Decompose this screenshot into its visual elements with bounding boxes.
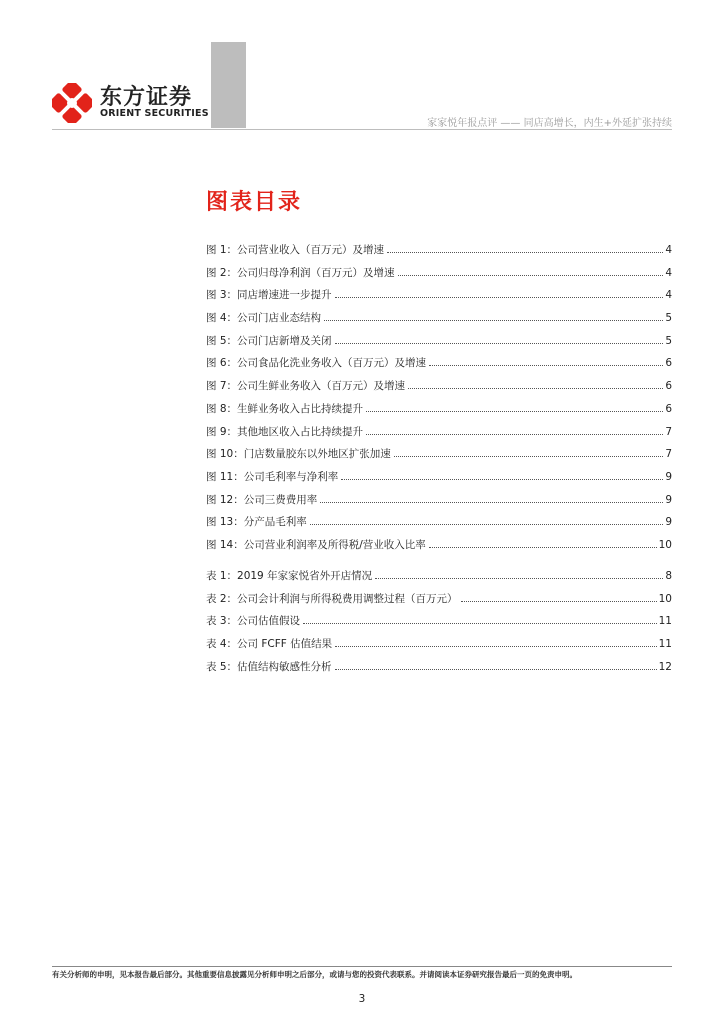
toc-entry-label: 图 14：公司营业利润率及所得税/营业收入比率 [206, 538, 426, 551]
toc-entry-page: 5 [665, 334, 672, 347]
dot-leader [366, 433, 663, 435]
toc-entry-label: 图 6：公司食品化洗业务收入（百万元）及增速 [206, 357, 427, 370]
toc-entry-figure-8[interactable] [206, 401, 672, 424]
toc-entry-figure-13[interactable] [206, 514, 672, 537]
toc-entry-table-3[interactable] [206, 613, 672, 636]
table-list [206, 568, 672, 681]
dot-leader [387, 251, 663, 253]
toc-entry-label: 表 1：2019 年家家悦省外开店情况 [206, 570, 373, 582]
toc-entry-label: 图 11：公司毛利率与净利率 [206, 470, 339, 483]
toc-entry-figure-5[interactable] [206, 333, 672, 356]
toc-entry-page: 7 [665, 448, 672, 461]
toc-entry-label: 表 2：公司会计利润与所得税费用调整过程（百万元） [206, 592, 458, 605]
toc-entry-page: 5 [665, 312, 672, 325]
toc-entry-label: 表 4：公司 FCFF 估值结果 [206, 638, 333, 651]
toc-entry-figure-1[interactable] [206, 242, 672, 265]
toc-entry-figure-7[interactable] [206, 378, 672, 401]
dot-leader [341, 478, 663, 480]
toc-title: 图表目录 [206, 190, 303, 215]
toc-entry-label: 图 2：公司归母净利润（百万元）及增速 [206, 266, 395, 279]
toc-entry-page: 6 [665, 380, 672, 393]
toc-entry-label: 图 7：公司生鲜业务收入（百万元）及增速 [206, 380, 406, 393]
toc-entry-label: 图 3：同店增速进一步提升 [206, 289, 332, 302]
dot-leader [429, 364, 663, 366]
dot-leader [366, 410, 663, 412]
toc-entry-page: 6 [665, 402, 672, 415]
toc-entry-label: 图 9：其他地区收入占比持续提升 [206, 425, 364, 438]
dot-leader [394, 455, 664, 457]
dot-leader [461, 600, 657, 602]
toc-entry-label: 图 13：分产品毛利率 [206, 516, 307, 529]
toc-entry-table-4[interactable] [206, 636, 672, 659]
toc-entry-page: 9 [665, 493, 672, 506]
toc-entry-figure-3[interactable] [206, 287, 672, 310]
toc-entry-figure-4[interactable] [206, 310, 672, 333]
header-decoration-block [211, 42, 246, 128]
dot-leader [398, 274, 664, 276]
toc-entry-label: 图 12：公司三费费用率 [206, 493, 318, 506]
toc-entry-page: 7 [665, 425, 672, 438]
toc-entry-figure-6[interactable] [206, 355, 672, 378]
dot-leader [320, 501, 663, 503]
toc-entry-figure-2[interactable] [206, 265, 672, 288]
toc-entry-figure-9[interactable] [206, 424, 672, 447]
company-name-en: ORIENT SECURITIES [100, 108, 209, 119]
footer-disclaimer: 有关分析师的申明，见本报告最后部分。其他重要信息披露见分析师申明之后部分，或请与您的投资代表联系。并请阅读本证券研究报告最后一页的免责申明。 [52, 970, 577, 979]
toc-entry-page: 8 [665, 570, 672, 582]
toc-entry-page: 4 [665, 244, 672, 256]
page-number: 3 [358, 993, 366, 1005]
toc-entry-page: 10 [658, 538, 672, 551]
toc-entry-table-2[interactable] [206, 591, 672, 614]
toc-entry-label: 表 3：公司估值假设 [206, 615, 301, 628]
company-name-cn: 东方证券 [100, 85, 193, 110]
toc-entry-page: 4 [665, 266, 672, 279]
toc-entry-label: 图 4：公司门店业态结构 [206, 312, 322, 325]
toc-entry-table-5[interactable] [206, 659, 672, 682]
dot-leader [429, 546, 657, 548]
toc-entry-figure-12[interactable] [206, 492, 672, 515]
header-divider [52, 129, 672, 130]
toc-entry-page: 4 [665, 289, 672, 302]
toc-entry-label: 图 10：门店数量胶东以外地区扩张加速 [206, 448, 391, 461]
toc-entry-label: 表 5：估值结构敏感性分析 [206, 660, 332, 673]
dot-leader [335, 342, 664, 344]
dot-leader [375, 577, 663, 579]
toc-entry-page: 12 [658, 660, 672, 673]
dot-leader [335, 296, 664, 298]
dot-leader [303, 622, 657, 624]
toc-entry-page: 9 [665, 516, 672, 529]
orient-securities-logo-icon [52, 83, 92, 123]
toc-entry-table-1[interactable] [206, 568, 672, 591]
figure-list [206, 242, 672, 560]
toc-entry-page: 9 [665, 470, 672, 483]
toc-entry-figure-10[interactable] [206, 446, 672, 469]
toc-entry-label: 图 1：公司营业收入（百万元）及增速 [206, 244, 385, 256]
dot-leader [335, 668, 657, 670]
dot-leader [408, 387, 663, 389]
dot-leader [324, 319, 663, 321]
toc-entry-label: 图 5：公司门店新增及关闭 [206, 334, 332, 347]
dot-leader [335, 645, 656, 647]
toc-entry-page: 6 [665, 357, 672, 370]
footer-divider [52, 966, 672, 967]
toc-entry-page: 10 [658, 592, 672, 605]
toc-entry-page: 11 [658, 615, 672, 628]
toc-entry-label: 图 8：生鲜业务收入占比持续提升 [206, 402, 364, 415]
dot-leader [310, 523, 664, 525]
toc-entry-figure-11[interactable] [206, 469, 672, 492]
toc-entry-figure-14[interactable] [206, 537, 672, 560]
report-header-title: 家家悦年报点评 —— 同店高增长，内生+外延扩张持续 [427, 118, 672, 129]
toc-entry-page: 11 [658, 638, 672, 651]
